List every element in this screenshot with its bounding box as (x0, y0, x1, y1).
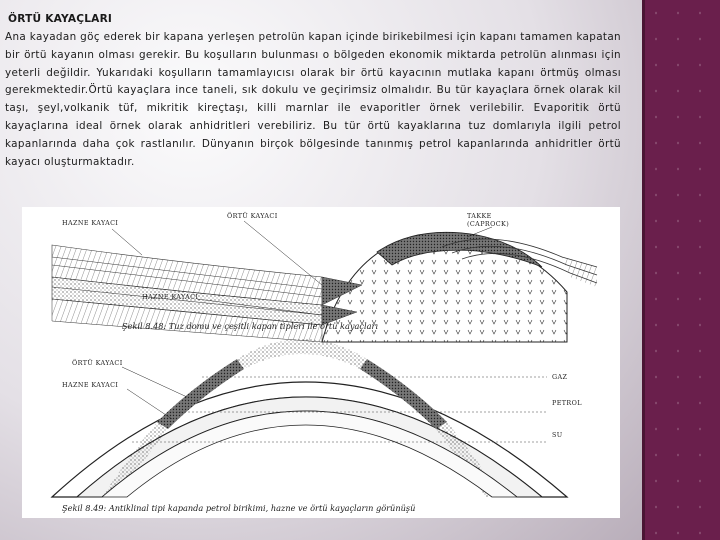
label-hazne-bottom: HAZNE KAYACI (142, 293, 199, 301)
figure-diagrams (22, 207, 620, 518)
label-ortu-bottom: ÖRTÜ KAYACI (72, 359, 123, 367)
caption-fig-849: Şekil 8.49: Antiklinal tipi kapanda petrol birikimi, hazne ve örtü kayaçların görünüşü (62, 503, 416, 513)
label-petrol: PETROL (552, 399, 582, 407)
label-su: SU (552, 431, 563, 439)
salt-dome-diagram (52, 211, 597, 342)
label-gaz: GAZ (552, 373, 568, 381)
label-caprock: (CAPROCK) (467, 220, 510, 228)
label-hazne-top: HAZNE KAYACI (62, 219, 119, 227)
caption-fig-848: Şekil 8.48: Tuz domu ve çeşitli kapan tipleri ile örtü kayaçları (122, 321, 379, 331)
decorative-side-band (642, 0, 720, 540)
label-ortu-top: ÖRTÜ KAYACI (227, 212, 278, 220)
geology-figure (22, 207, 620, 518)
label-takke: TAKKE (467, 212, 492, 220)
slide-paragraph: Ana kayadan göç ederek bir kapana yerleşen petrolün kapan içinde birikebilmesi için kapanı tamamen kapatan bir örtü kayanın olması gerekir. Bu koşulların bulunması o bölgeden ekonomik miktarda petrolün alınması için yeterli değildir. Yukarıdaki koşulların tamamlayıcısı olarak bir örtü kayacının mutlaka kapanı örtmüş olması gerekmektedir.Örtü kayaçlara ince taneli, sık dokulu ve geçirimsiz olmalıdır. Bu tür kayaçlara örnek olarak kil taşı, şeyl,volkanik tüf, mikritik kireçtaşı, killi marnlar ile evaporitler örnek verilebilir. Evaporitik örtü kayaçlarına ideal örnek olarak anhidritleri verebiliriz. Bu tür örtü kayaklarına tuz domlarıyla ilgili petrol kapanlarında daha çok rastlanılır. Dünyanın birçok bölgesinde tanınmış petrol kapanlarında anhidritler örtü kayacı oluşturmaktadır. (5, 31, 621, 168)
anticline-diagram (52, 339, 582, 513)
slide-title: ÖRTÜ KAYAÇLARI (8, 13, 113, 25)
label-hazne-anticline: HAZNE KAYACI (62, 381, 119, 389)
